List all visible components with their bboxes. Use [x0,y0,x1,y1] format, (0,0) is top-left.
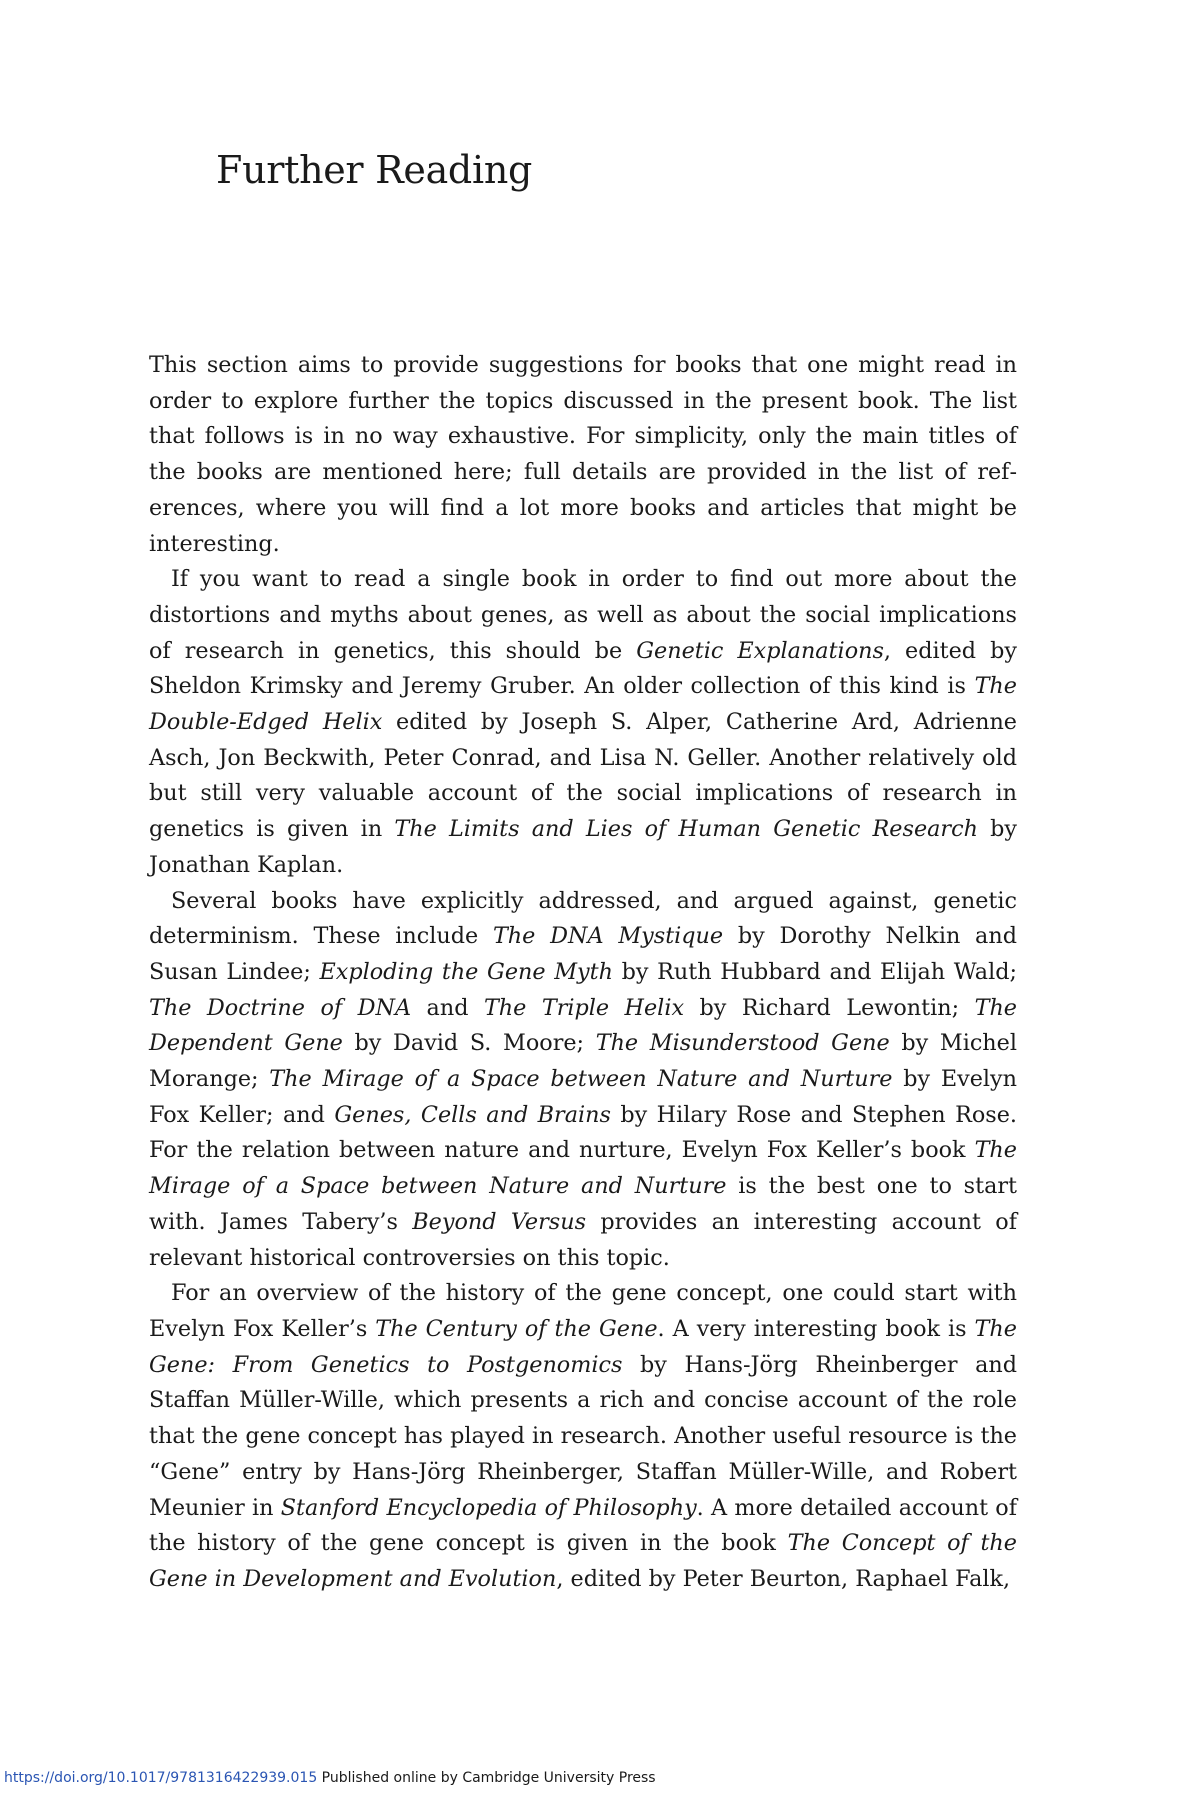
book-title: The Dependent Gene [149,994,1018,1057]
book-title: The Concept of the Gene in Development and Evolution [149,1530,1017,1592]
text-run: by Hilary Rose and Stephen Rose. For the relation between nature and nurture, Evelyn Fox Keller’s book [149,1101,1018,1164]
book-title: Beyond Versus [412,1208,587,1235]
book-title: The Doctrine of DNA [149,994,412,1021]
paragraph [149,562,1017,883]
text-run: . A very interesting book is [657,1315,975,1342]
book-title: Stanford Encyclopedia of Philosophy [280,1494,697,1521]
publisher-note: Published online by Cambridge University Press [317,1770,656,1786]
book-title: The Double-Edged Helix [149,673,1017,736]
book-title: The Limits and Lies of Human Genetic Research [394,816,978,843]
text-run: . A more detailed account of the history of the gene concept is given in the book [149,1494,1017,1557]
text-run: This section aims to provide suggestions for books that one might read in order to explore further the topics discussed in the present book. The list that follows is in no way exhaustive. For simplicity, only the main titles of the books are mentioned here; full details are provided in the list of references, where you will find a lot more books and articles that might be interesting. [149,352,1017,557]
text-run: For an overview of the history of the gene concept, one could start with Evelyn Fox Keller’s [149,1280,1017,1342]
paragraph [149,1276,1017,1597]
text-run: edited by Joseph S. Alper, Catherine Ard, Adrienne Asch, Jon Beckwith, Peter Conrad, and Lisa N. Geller. Another relatively old but still very valuable account of the social implications of research in genetics is given in [149,709,1017,843]
text-run: If you want to read a single book in order to find out more about the distortions and myths about genes, as well as about the social implications of research in genetics, this should be [149,566,1017,664]
book-title: Genes, Cells and Brains [334,1101,611,1128]
book-title: Exploding the Gene Myth [319,958,613,985]
body-text [149,348,1017,1598]
text-run: by Evelyn Fox Keller; and [149,1066,1017,1128]
footer [4,1770,656,1786]
text-run: provides an interesting account of relevant historical controversies on this topic. [149,1208,1017,1271]
text-run: by Jonathan Kaplan. [149,816,1017,878]
book-title: Genetic Explanations [636,637,884,664]
book-title: The DNA Mystique [492,923,724,950]
text-run: is the best one to start with. James Tabery’s [149,1173,1018,1235]
book-title: The Mirage of a Space between Nature and Nurture [269,1066,893,1093]
doi-link[interactable]: https://doi.org/10.1017/9781316422939.015 [4,1770,318,1786]
text-run: by Richard Lewontin; [684,994,975,1021]
text-run: by Hans-Jörg Rheinberger and Staffan Müller-Wille, which presents a rich and concise account of the role that the gene concept has played in research. Another useful resource is the “Gene” entry by Hans-Jörg Rheinberger, Staffan Müller-Wille, and Robert Meunier in [149,1351,1018,1521]
text-run: , edited by Peter Beurton, Raphael Falk, [556,1565,1011,1592]
paragraph [149,884,1017,1277]
text-run: by David S. Moore; [342,1030,596,1057]
book-title: The Misunderstood Gene [595,1030,890,1057]
book-title: The Triple Helix [483,994,685,1021]
text-run: Several books have explicitly addressed, and argued against, genetic determinism. These include [149,887,1017,950]
text-run: and [411,994,484,1021]
text-run: , edited by Sheldon Krimsky and Jeremy Gruber. An older collection of this kind is [149,637,1017,700]
text-run: by Dorothy Nelkin and Susan Lindee; [149,923,1017,985]
text-run: by Ruth Hubbard and Elijah Wald; [612,958,1017,985]
book-title: The Gene: From Genetics to Postgenomics [149,1315,1017,1378]
text-run: by Michel Morange; [149,1030,1017,1093]
book-title: The Mirage of a Space between Nature and Nurture [149,1137,1017,1200]
paragraph [149,348,1017,562]
book-title: The Century of the Gene [375,1315,658,1342]
page-title: Further Reading [216,148,533,192]
